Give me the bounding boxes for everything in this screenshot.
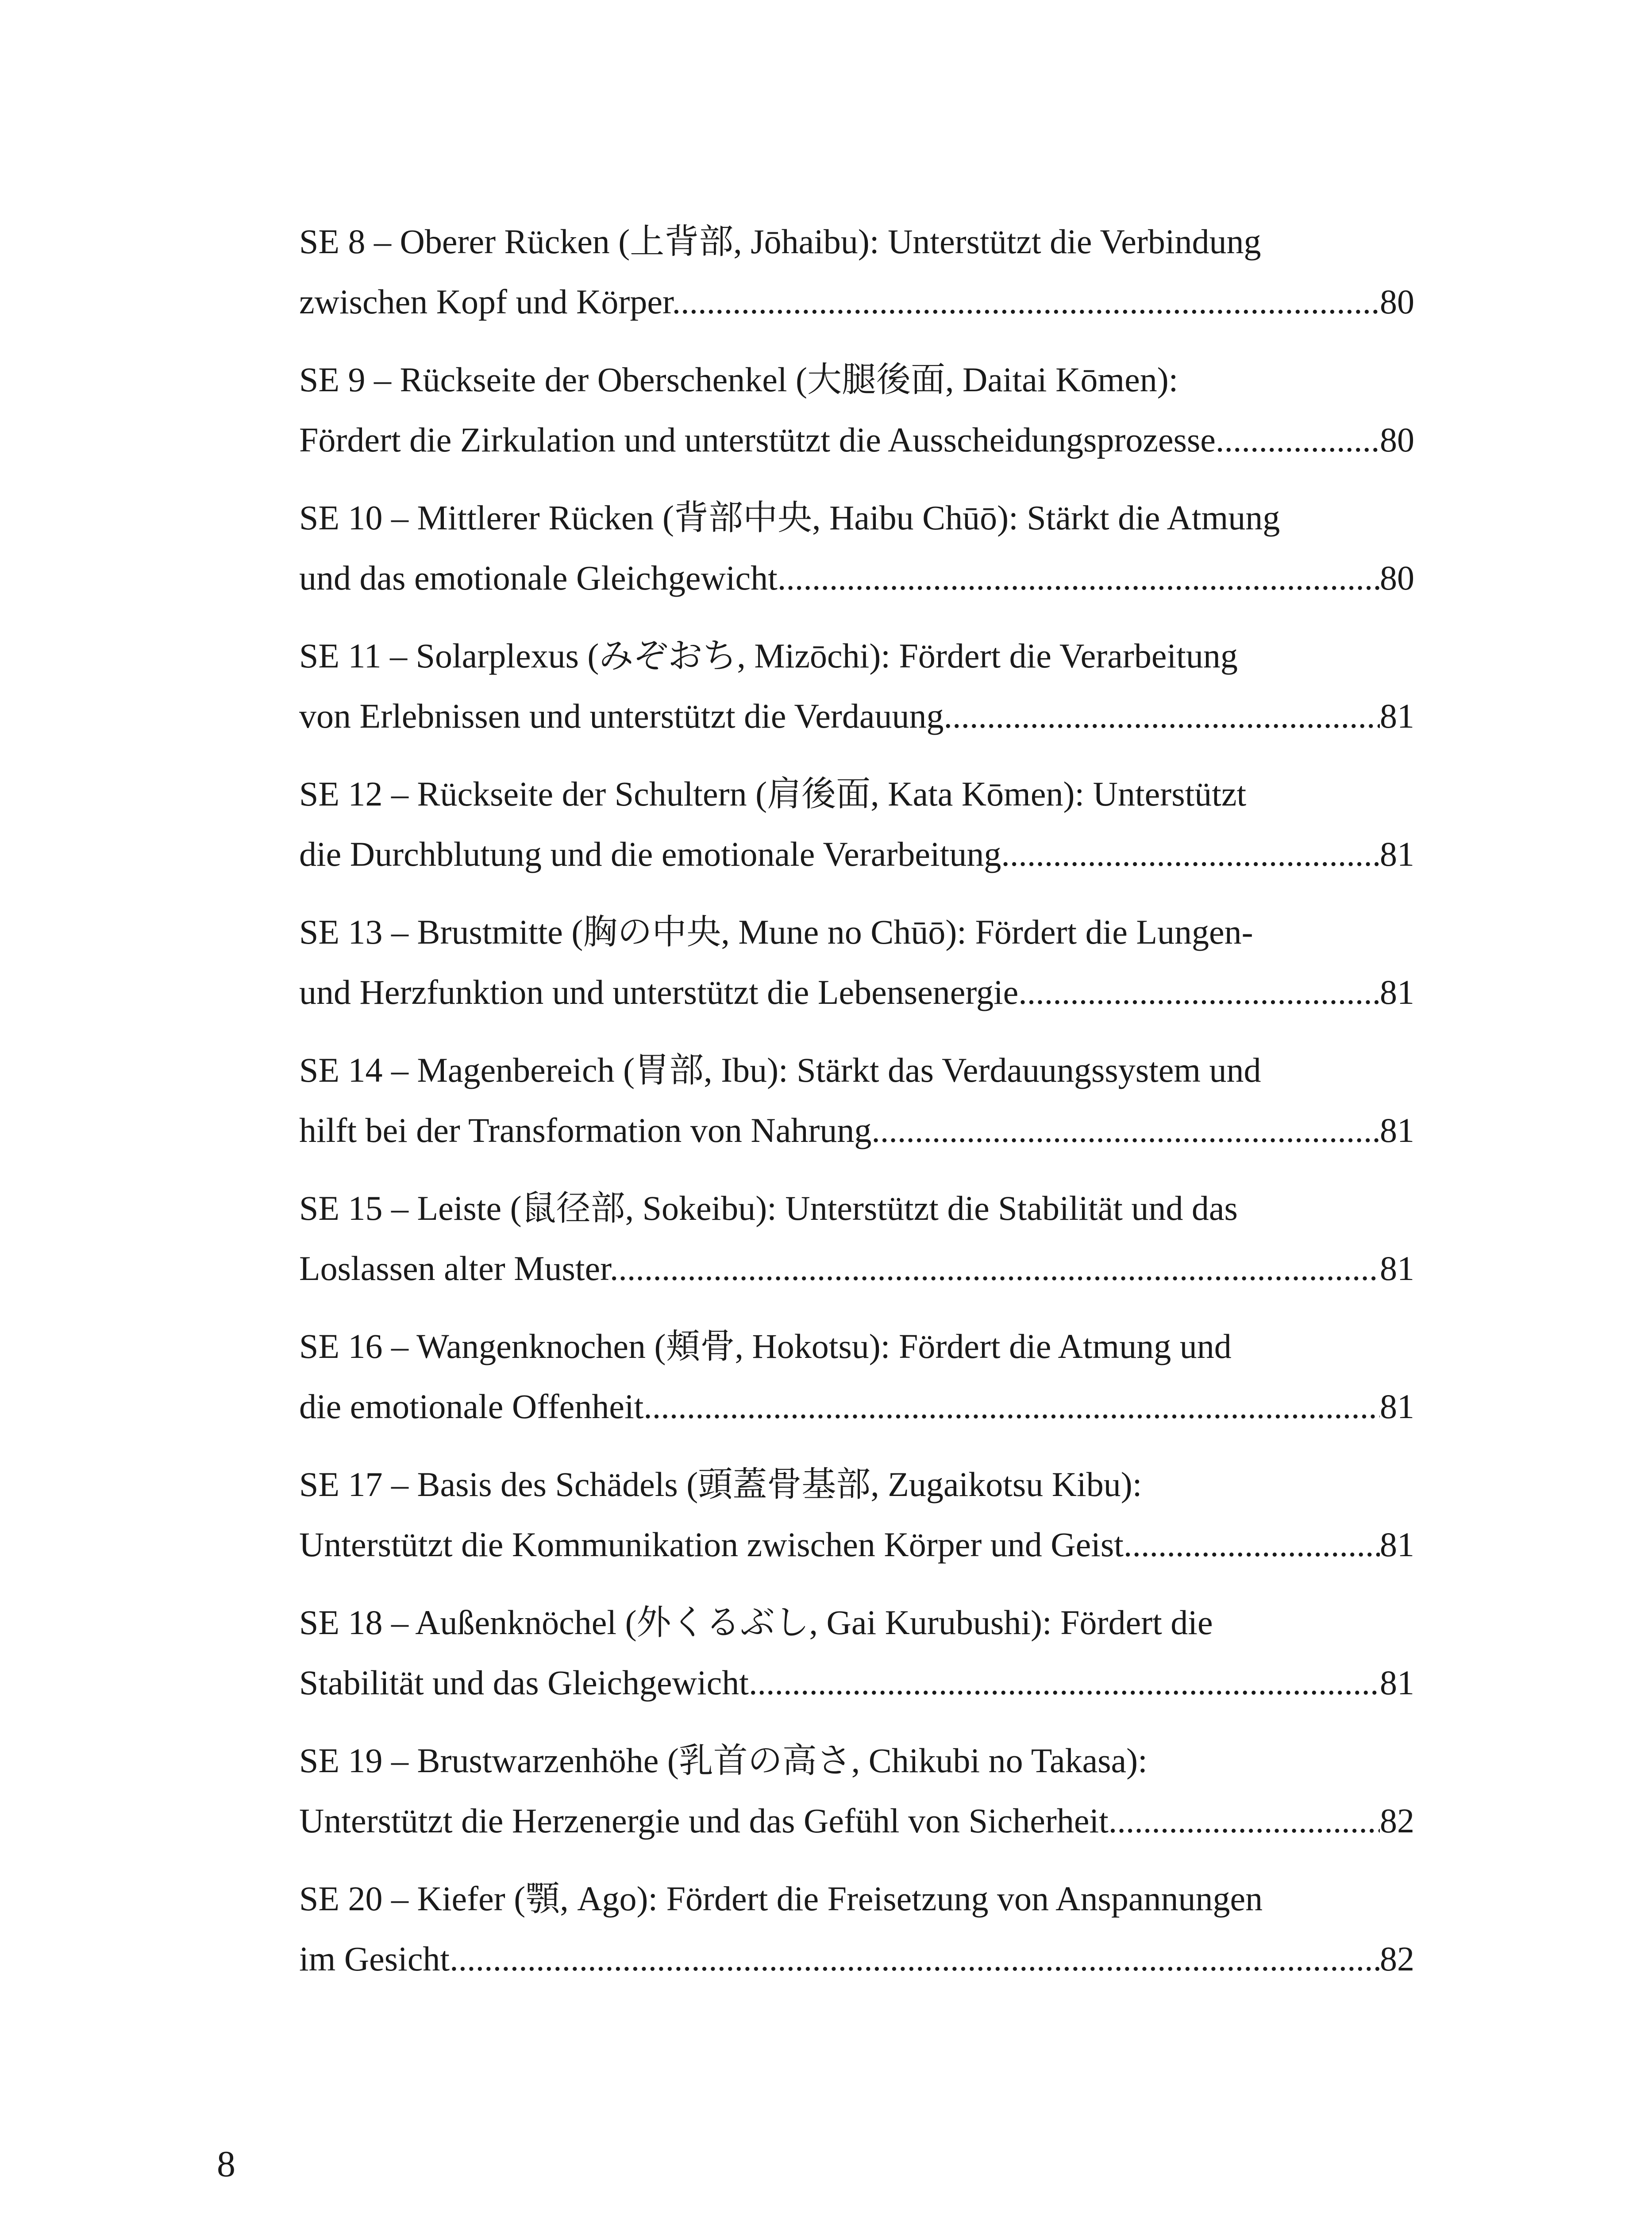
toc-entry-last-line (299, 548, 1414, 608)
toc-entry-head: SE 16 – Wangenknochen (頬骨, Hokotsu): Fördert die Atmung und (299, 1327, 1232, 1365)
toc-page-number: 81 (1380, 1111, 1414, 1149)
toc-entry-head: SE 12 – Rückseite der Schultern (肩後面, Kata Kōmen): Unterstützt (299, 775, 1247, 813)
toc-entry-tail: die emotionale Offenheit. (299, 1387, 652, 1426)
dot-leader (1224, 410, 1380, 470)
toc-entry-se19[interactable] (299, 1731, 1414, 1851)
toc-entry-tail: im Gesicht. (299, 1939, 458, 1978)
dot-leader (618, 1238, 1380, 1299)
toc-entry-last-line (299, 1238, 1414, 1299)
toc-entry-head: SE 15 – Leiste (鼠径部, Sokeibu): Unterstützt die Stabilität und das (299, 1189, 1238, 1227)
toc-entry-tail: Loslassen alter Muster. (299, 1249, 619, 1288)
toc-entry-last-line (299, 272, 1414, 332)
toc-entry-tail: und Herzfunktion und unterstützt die Lebensenergie. (299, 973, 1027, 1011)
toc-entry-last-line (299, 1653, 1414, 1713)
dot-leader (1027, 962, 1380, 1022)
toc-entry-se13[interactable] (299, 902, 1414, 1022)
toc-entry-se9[interactable] (299, 350, 1414, 470)
toc-entry-tail: von Erlebnissen und unterstützt die Verdauung. (299, 697, 952, 735)
toc-entry-head: SE 14 – Magenbereich (胃部, Ibu): Stärkt das Verdauungssystem und (299, 1051, 1261, 1089)
dot-leader (880, 1100, 1380, 1160)
toc-entry-last-line (299, 1929, 1414, 1989)
dot-leader (458, 1929, 1380, 1989)
toc-page-number: 81 (1380, 1249, 1414, 1288)
toc-entry-head: SE 19 – Brustwarzenhöhe (乳首の高さ, Chikubi no Takasa): (299, 1741, 1148, 1780)
toc-entry-tail: hilft bei der Transformation von Nahrung. (299, 1111, 880, 1149)
toc-page-number: 81 (1380, 835, 1414, 873)
toc-entry-last-line (299, 824, 1414, 884)
toc-entry-last-line (299, 1376, 1414, 1437)
toc-entry-last-line (299, 1100, 1414, 1160)
toc-entry-tail: Stabilität und das Gleichgewicht (299, 1663, 749, 1702)
toc-entry-se14[interactable] (299, 1040, 1414, 1160)
toc-entry-se15[interactable] (299, 1178, 1414, 1299)
toc-page-number: 80 (1380, 559, 1414, 597)
dot-leader (1132, 1515, 1380, 1575)
toc-entry-tail: zwischen Kopf und Körper. (299, 282, 681, 321)
toc-entry-last-line (299, 1791, 1414, 1851)
dot-leader (952, 686, 1380, 746)
page-number: 8 (217, 2144, 235, 2185)
dot-leader (652, 1376, 1380, 1437)
toc-entry-head: SE 9 – Rückseite der Oberschenkel (大腿後面, Daitai Kōmen): (299, 360, 1178, 399)
toc-page-number: 82 (1380, 1801, 1414, 1840)
toc-entry-tail: Fördert die Zirkulation und unterstützt die Ausscheidungsprozesse. (299, 420, 1225, 459)
toc-entry-se16[interactable] (299, 1316, 1414, 1437)
toc-entry-head: SE 13 – Brustmitte (胸の中央, Mune no Chūō): Fördert die Lungen- (299, 913, 1253, 951)
toc-entry-last-line (299, 962, 1414, 1022)
toc-entry-tail: die Durchblutung und die emotionale Verarbeitung. (299, 835, 1010, 873)
toc-page-number: 80 (1380, 282, 1414, 321)
toc-entry-head: SE 10 – Mittlerer Rücken (背部中央, Haibu Chūō): Stärkt die Atmung (299, 498, 1280, 537)
toc-entry-last-line (299, 686, 1414, 746)
toc-page-number: 80 (1380, 420, 1414, 459)
toc-entry-head: SE 20 – Kiefer (顎, Ago): Fördert die Freisetzung von Anspannungen (299, 1879, 1263, 1918)
dot-leader (786, 548, 1380, 608)
toc-entry-se20[interactable] (299, 1869, 1414, 1989)
dot-leader (1010, 824, 1380, 884)
toc-page-number: 81 (1380, 1387, 1414, 1426)
toc-entry-se18[interactable] (299, 1592, 1414, 1713)
toc-entry-se12[interactable] (299, 764, 1414, 884)
dot-leader (1117, 1791, 1380, 1851)
toc-page-number: 81 (1380, 697, 1414, 735)
toc-entry-head: SE 18 – Außenknöchel (外くるぶし, Gai Kurubushi): Fördert die (299, 1603, 1213, 1642)
toc-entry-last-line (299, 410, 1414, 470)
toc-entry-tail: und das emotionale Gleichgewicht. (299, 559, 786, 597)
toc-entry-se17[interactable] (299, 1454, 1414, 1575)
toc-page-number: 81 (1380, 1525, 1414, 1564)
toc-entry-head: SE 11 – Solarplexus (みぞおち, Mizōchi): Fördert die Verarbeitung (299, 636, 1238, 675)
dot-leader (749, 1653, 1380, 1713)
toc-page-number: 81 (1380, 973, 1414, 1011)
toc-entry-last-line (299, 1515, 1414, 1575)
dot-leader (681, 272, 1380, 332)
toc-entry-se10[interactable] (299, 488, 1414, 608)
toc-page-number: 81 (1380, 1663, 1414, 1702)
toc-entry-se11[interactable] (299, 626, 1414, 746)
toc-page-number: 82 (1380, 1939, 1414, 1978)
toc-entry-head: SE 17 – Basis des Schädels (頭蓋骨基部, Zugaikotsu Kibu): (299, 1465, 1142, 1504)
toc-entry-head: SE 8 – Oberer Rücken (上背部, Jōhaibu): Unterstützt die Verbindung (299, 222, 1261, 261)
table-of-contents (299, 212, 1414, 2007)
toc-entry-tail: Unterstützt die Kommunikation zwischen Körper und Geist. (299, 1525, 1132, 1564)
toc-entry-tail: Unterstützt die Herzenergie und das Gefühl von Sicherheit. (299, 1801, 1117, 1840)
toc-entry-se8[interactable] (299, 212, 1414, 332)
